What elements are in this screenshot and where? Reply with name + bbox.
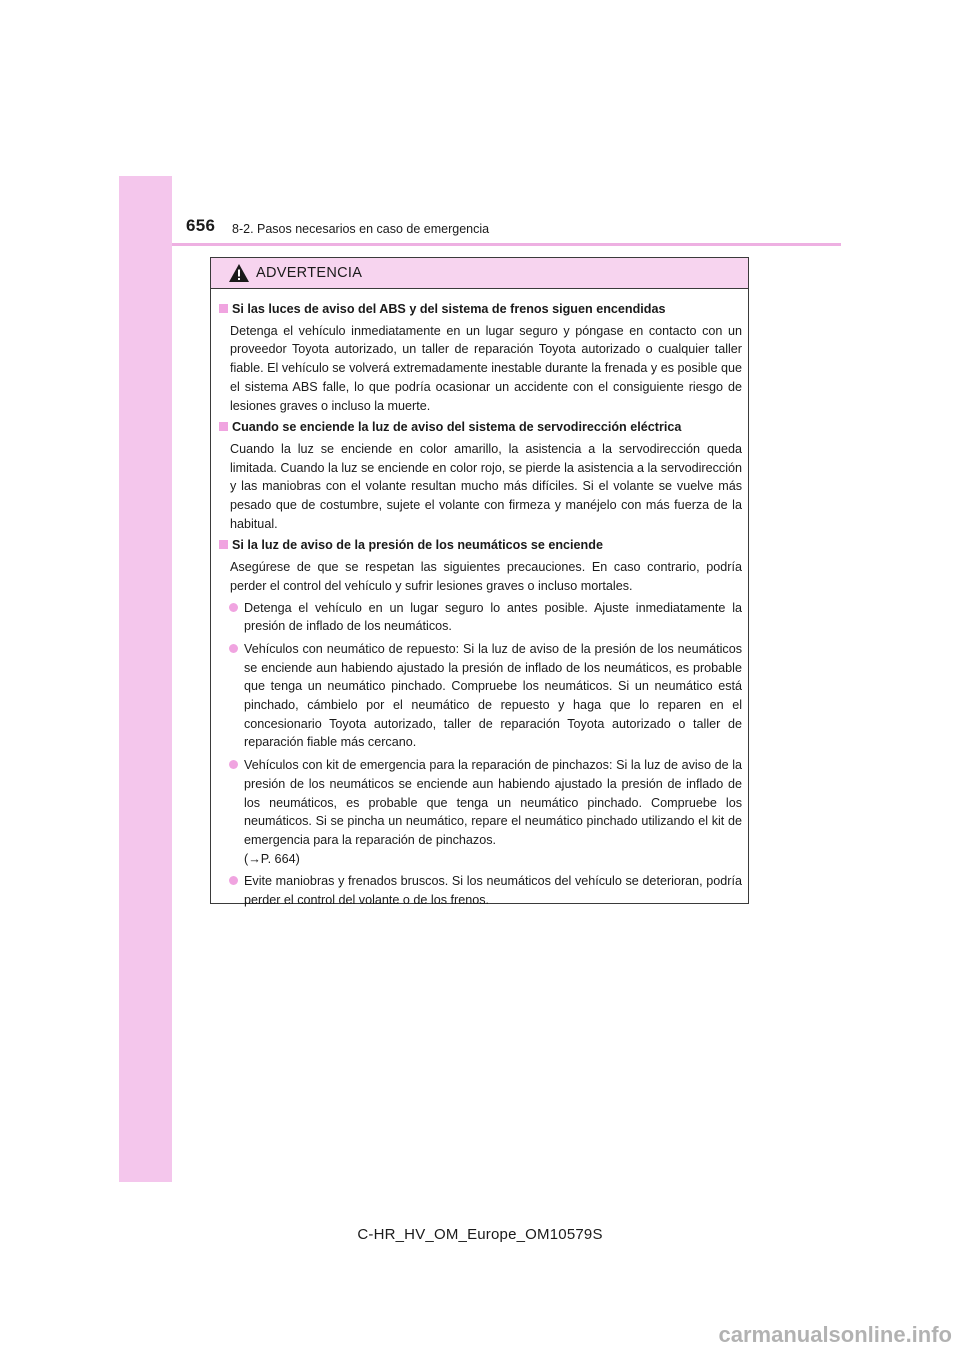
list-item: Detenga el vehículo en un lugar seguro lo antes posible. Ajuste inmediatamente la presión de inflado de los neumáticos. — [229, 599, 742, 636]
warning-header — [211, 258, 748, 289]
list-item: Vehículos con neumático de repuesto: Si la luz de aviso de la presión de los neumáticos se enciende aun habiendo ajustado la presión de inflado de los neumáticos, es probable que tenga un neumático pinchado. Compruebe los neumáticos. Si un neumático está pinchado, cámbielo por el neumático de repuesto y haga que lo reparen en el concesionario Toyota autorizado, taller de reparación Toyota autorizado o taller de reparación fiable más cercano. — [229, 640, 742, 752]
square-bullet-icon — [219, 422, 228, 431]
page-number: 656 — [186, 216, 216, 235]
section-paragraph: Detenga el vehículo inmediatamente en un lugar seguro y póngase en contacto con un proveedor Toyota autorizado, un taller de reparación Toyota autorizado o cualquier taller fiable. El vehículo se volverá extremadamente inestable durante la frenada y es posible que el sistema ABS falle, lo que podría ocasionar un accidente con el consiguiente riesgo de lesiones graves o incluso la muerte. — [230, 323, 742, 413]
circle-bullet-icon — [229, 876, 238, 885]
section-paragraph: Asegúrese de que se respetan las siguientes precauciones. En caso contrario, podría perder el control del vehículo y sufrir lesiones graves o incluso mortales. — [230, 560, 742, 593]
circle-bullet-icon — [229, 603, 238, 612]
page-reference-link[interactable]: (→P. 664) — [244, 851, 300, 866]
list-item: Vehículos con kit de emergencia para la reparación de pinchazos: Si la luz de aviso de la presión de los neumáticos se enciende aun habiendo ajustado la presión de inflado de los neumáticos, es probable que tenga un neumático pinchado. Compruebe los neumáticos. Si se pincha un neumático, repare el neumático pinchado utilizando el kit de emergencia para la reparación de pinchazos. (→P. 664) — [229, 756, 742, 868]
watermark: carmanualsonline.info — [718, 1322, 952, 1347]
warning-title: ADVERTENCIA — [256, 265, 363, 281]
warning-box — [210, 257, 749, 908]
section-heading: Si la luz de aviso de la presión de los neumáticos se enciende — [232, 538, 603, 553]
section-heading: Cuando se enciende la luz de aviso del sistema de servodirección eléctrica — [232, 420, 682, 435]
list-item: Evite maniobras y frenados bruscos. Si los neumáticos del vehículo se deterioran, podría perder el control del volante o de los frenos. — [229, 872, 742, 909]
square-bullet-icon — [219, 304, 228, 313]
section-heading: Si las luces de aviso del ABS y del sistema de frenos siguen encendidas — [232, 302, 666, 316]
square-bullet-icon — [219, 540, 228, 549]
section-paragraph: Cuando la luz se enciende en color amarillo, la asistencia a la servodirección queda limitada. Cuando la luz se enciende en color rojo, se pierde la asistencia a la servodirección y las maniobras con el volante resultan mucho más difíciles. Si el volante se vuelve más pesado que de costumbre, sujete el volante con firmeza y manéjelo con más fuerza de la habitual. — [230, 441, 742, 531]
section-title: 8-2. Pasos necesarios en caso de emergencia — [232, 222, 490, 236]
circle-bullet-icon — [229, 644, 238, 653]
circle-bullet-icon — [229, 760, 238, 769]
warning-section-abs — [219, 300, 742, 415]
side-tab-band — [119, 176, 172, 1182]
warning-body — [211, 289, 748, 910]
warning-section-tire-pressure — [219, 536, 742, 909]
document-code: C-HR_HV_OM_Europe_OM10579S — [357, 1226, 603, 1243]
warning-section-power-steering — [219, 418, 742, 533]
header-rule — [172, 243, 841, 246]
warning-triangle-icon — [228, 263, 250, 283]
